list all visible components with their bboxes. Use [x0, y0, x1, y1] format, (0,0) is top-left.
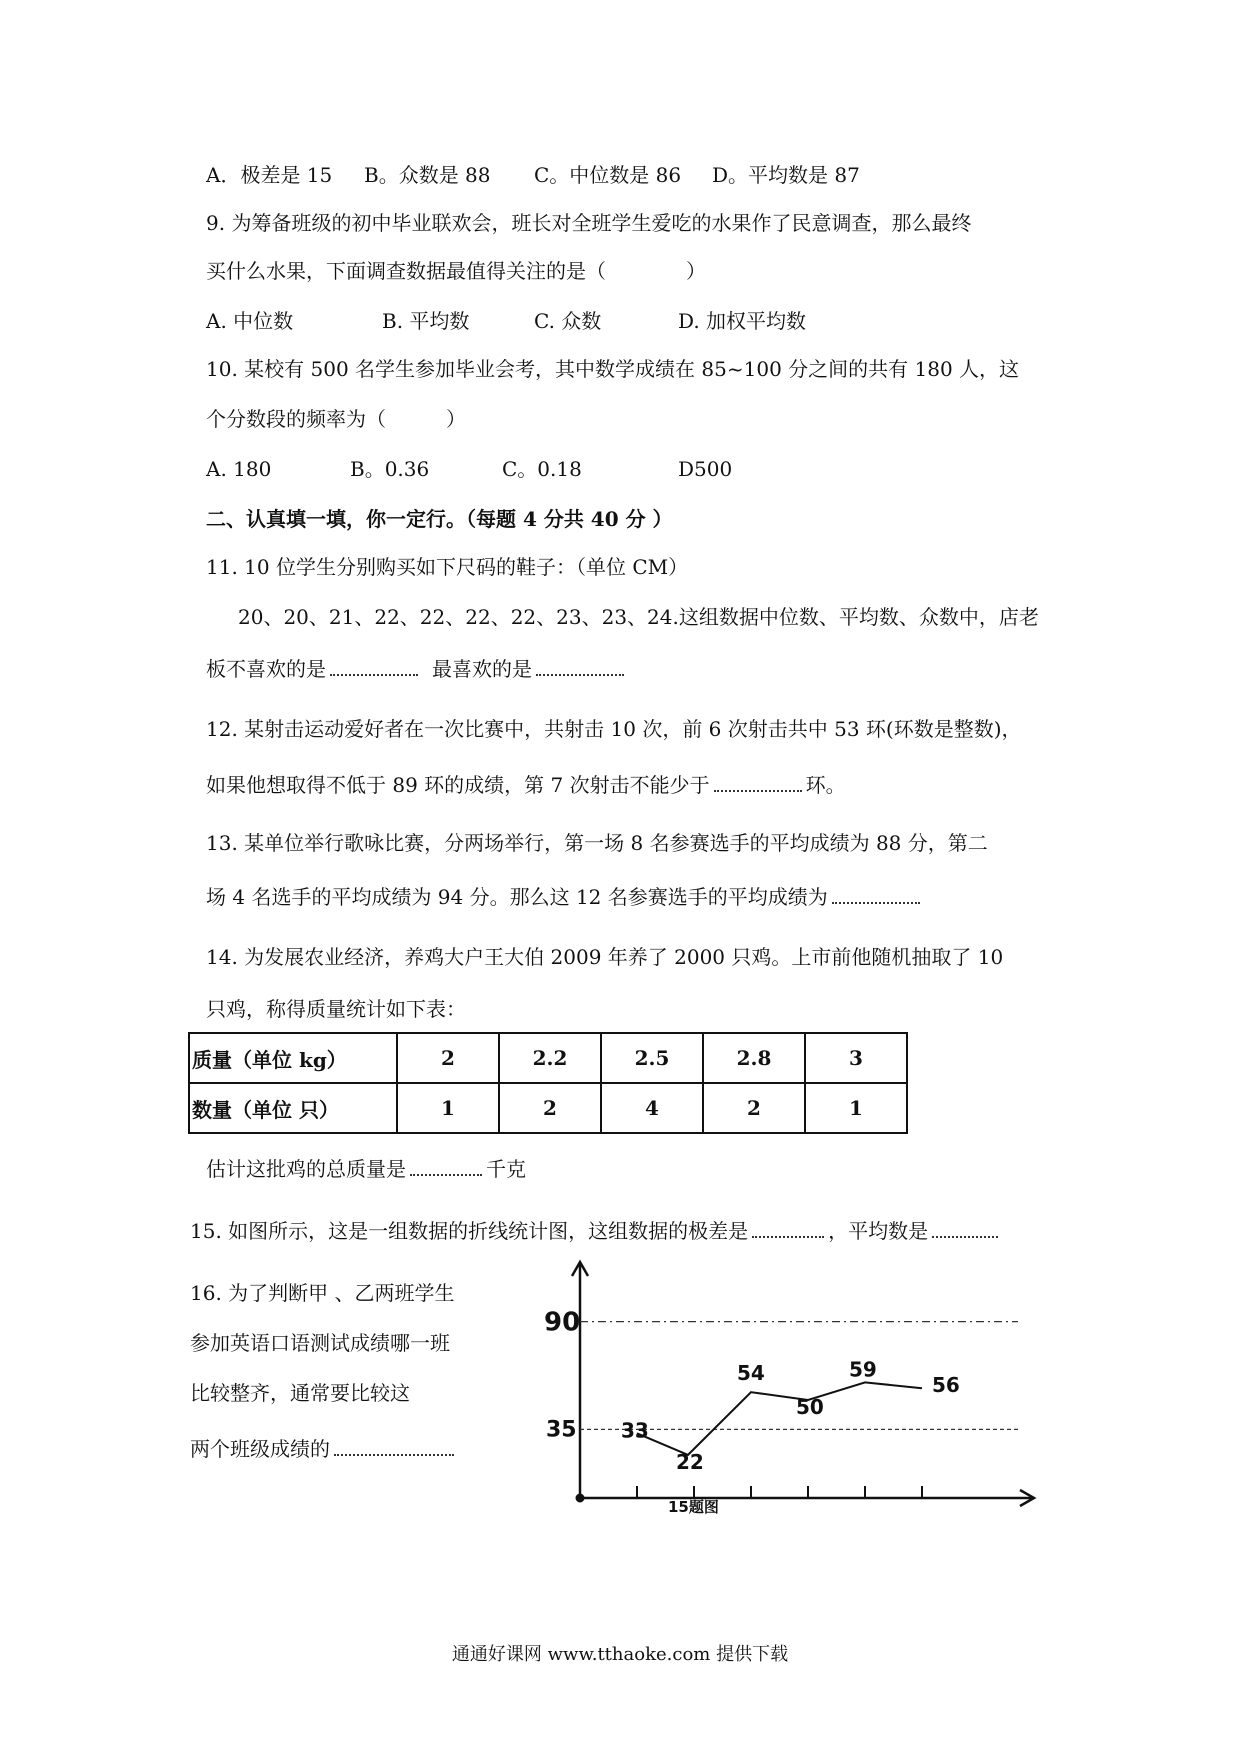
table-row-count — [189, 1083, 907, 1133]
q14-line-1: 14. 为发展农业经济，养鸡大户王大伯 2009 年养了 2000 只鸡。上市前他随机抽取了 10 — [206, 945, 1004, 969]
q15-text-a: 15. 如图所示，这是一组数据的折线统计图，这组数据的极差是 — [190, 1219, 749, 1243]
q9-option-a: A. 中位数 — [206, 309, 294, 333]
q15-blank-range[interactable] — [752, 1218, 824, 1238]
chart-axes — [572, 1262, 1034, 1506]
data-label: 56 — [932, 1373, 960, 1398]
q10-option-a: A. 180 — [206, 457, 272, 481]
q16-line-1: 16. 为了判断甲 、乙两班学生 — [190, 1281, 455, 1305]
q13-line-1: 13. 某单位举行歌咏比赛，分两场举行，第一场 8 名参赛选手的平均成绩为 88 分，第二 — [206, 831, 988, 855]
q11-text-a: 板不喜欢的是 — [206, 657, 326, 681]
q9-option-d: D. 加权平均数 — [678, 309, 807, 333]
q10-option-b: B。0.36 — [350, 457, 430, 481]
table-row-mass — [189, 1033, 907, 1083]
q16-line-3: 比较整齐，通常要比较这 — [190, 1381, 410, 1405]
q9-line-2: 买什么水果，下面调查数据最值得关注的是（ ） — [206, 259, 706, 283]
data-label: 59 — [849, 1357, 877, 1382]
y-axis-arrow-icon — [572, 1262, 588, 1276]
q11-blank-1[interactable] — [330, 656, 418, 676]
q11-line-1: 11. 10 位学生分别购买如下尺码的鞋子：（单位 CM） — [206, 555, 689, 579]
table-cell: 2.5 — [601, 1033, 703, 1083]
table-header-mass: 质量（单位 kg） — [189, 1033, 397, 1083]
data-label: 33 — [621, 1418, 649, 1443]
q8-option-c: C。中位数是 86 — [534, 163, 682, 187]
series-line — [637, 1382, 922, 1455]
q13-line-2 — [206, 884, 924, 910]
q12-line-1: 12. 某射击运动爱好者在一次比赛中，共射击 10 次，前 6 次射击共中 53 环(环数是整数)， — [206, 717, 1022, 741]
q10-line-2: 个分数段的频率为（ ） — [206, 407, 466, 431]
section-2-heading: 二、认真填一填，你一定行。（每题 4 分共 40 分 ） — [206, 507, 673, 531]
q16-blank[interactable] — [334, 1436, 454, 1456]
q16-line-2: 参加英语口语测试成绩哪一班 — [190, 1331, 450, 1355]
reference-label: 90 — [544, 1307, 581, 1338]
table-cell: 4 — [601, 1083, 703, 1133]
q8-option-a: A．极差是 15 — [206, 163, 333, 187]
table-cell: 2 — [397, 1033, 499, 1083]
q15-text-b: ，平均数是 — [828, 1219, 929, 1243]
q8-option-d: D。平均数是 87 — [712, 163, 860, 187]
q14-line-2: 只鸡，称得质量统计如下表： — [206, 997, 466, 1021]
table-header-count: 数量（单位 只） — [189, 1083, 397, 1133]
q12-blank[interactable] — [714, 772, 802, 792]
q16-text: 两个班级成绩的 — [190, 1437, 330, 1461]
q14-after-table — [206, 1156, 526, 1182]
q13-blank[interactable] — [832, 884, 920, 904]
q9-option-b: B. 平均数 — [382, 309, 470, 333]
data-label: 50 — [796, 1395, 824, 1419]
q16-line-4 — [190, 1436, 458, 1462]
table-cell: 2.2 — [499, 1033, 601, 1083]
table-cell: 3 — [805, 1033, 907, 1083]
origin-dot — [576, 1494, 584, 1502]
q11-line-2: 20、20、21、22、22、22、22、23、23、24.这组数据中位数、平均数、众数中，店老 — [238, 605, 1039, 629]
q12-text-a: 如果他想取得不低于 89 环的成绩，第 7 次射击不能少于 — [206, 773, 710, 797]
q13-text: 场 4 名选手的平均成绩为 94 分。那么这 12 名参赛选手的平均成绩为 — [206, 885, 828, 909]
q11-blank-2[interactable] — [536, 656, 624, 676]
q11-text-b: 最喜欢的是 — [432, 657, 532, 681]
q9-line-1: 9. 为筹备班级的初中毕业联欢会，班长对全班学生爱吃的水果作了民意调查，那么最终 — [206, 211, 972, 235]
q9-option-c: C. 众数 — [534, 309, 602, 333]
table-cell: 2.8 — [703, 1033, 805, 1083]
table-cell: 1 — [805, 1083, 907, 1133]
q11-line-3 — [206, 656, 628, 682]
q12-line-2 — [206, 772, 846, 798]
data-label: 22 — [676, 1449, 704, 1474]
q15-blank-mean[interactable] — [932, 1218, 998, 1238]
table-cell: 2 — [703, 1083, 805, 1133]
q10-line-1: 10. 某校有 500 名学生参加毕业会考，其中数学成绩在 85~100 分之间的共有 180 人，这 — [206, 357, 1020, 381]
mass-table — [188, 1032, 908, 1134]
x-axis-arrow-icon — [1020, 1490, 1034, 1506]
q14-text-a: 估计这批鸡的总质量是 — [206, 1157, 406, 1181]
q14-text-b: 千克 — [486, 1157, 526, 1181]
q10-option-d: D500 — [678, 457, 733, 481]
q15-line — [190, 1218, 1002, 1244]
reference-label: 35 — [546, 1417, 577, 1443]
chart-caption: 15题图 — [668, 1498, 719, 1516]
table-cell: 2 — [499, 1083, 601, 1133]
table-cell: 1 — [397, 1083, 499, 1133]
data-label: 54 — [737, 1361, 765, 1386]
q14-blank[interactable] — [410, 1156, 482, 1176]
q8-option-b: B。众数是 88 — [364, 163, 491, 187]
q12-text-b: 环。 — [805, 773, 846, 797]
footer-text: 通通好课网 www.tthaoke.com 提供下载 — [451, 1644, 789, 1665]
q10-option-c: C。0.18 — [502, 457, 582, 481]
